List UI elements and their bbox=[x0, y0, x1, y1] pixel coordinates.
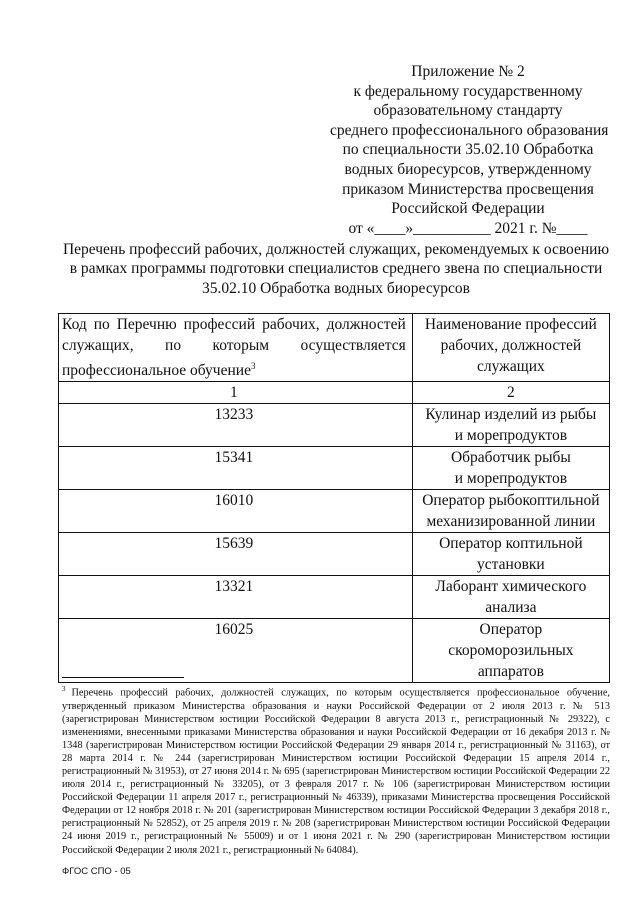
table-row bbox=[59, 533, 610, 576]
header-cell-name bbox=[412, 314, 609, 382]
profession-name-line: Оператор коптильной bbox=[439, 535, 583, 553]
appendix-line: Приложение № 2 bbox=[411, 63, 525, 80]
header-name-line: Наименование профессий bbox=[424, 316, 597, 333]
profession-code: 15341 bbox=[59, 447, 413, 490]
table-row bbox=[59, 576, 610, 619]
profession-name-line: Обработчик рыбы bbox=[450, 449, 571, 467]
professions-table bbox=[58, 313, 610, 683]
profession-name bbox=[412, 447, 609, 490]
profession-name-line: Лаборант химического bbox=[435, 578, 587, 596]
profession-name bbox=[412, 576, 609, 619]
profession-code: 15639 bbox=[59, 533, 413, 576]
profession-code: 13321 bbox=[59, 576, 413, 619]
footnote bbox=[62, 683, 610, 857]
profession-name-line: установки bbox=[477, 556, 545, 574]
profession-code: 16010 bbox=[59, 490, 413, 533]
footnote-divider bbox=[62, 677, 184, 678]
appendix-line: приказом Министерства просвещения bbox=[342, 180, 594, 198]
header-name-line: служащих bbox=[477, 358, 545, 375]
heading-line: Перечень профессий рабочих, должностей служащих, рекомендуемых к освоению bbox=[62, 241, 610, 258]
footnote-ref: 3 bbox=[250, 361, 256, 371]
profession-name bbox=[412, 490, 609, 533]
profession-name-line: механизированной линии bbox=[426, 513, 596, 531]
header-code-text: Код по Перечню профессий рабочих, должностей служащих, по которым осуществляется профессиональное обучение bbox=[62, 316, 406, 380]
table-row bbox=[59, 404, 610, 447]
table-numbering-row bbox=[59, 382, 610, 404]
profession-code: 16025 bbox=[59, 619, 413, 683]
appendix-line: Российской Федерации bbox=[391, 200, 545, 218]
table-row bbox=[59, 619, 610, 683]
footnote-text: Перечень профессий рабочих, должностей служащих, по которым осуществляется профессиональное обучение, утвержденный приказом Министерства образования и науки Российской Федерации от 2 июля 2013 г. № 513 (зарегистрирован Министерством юстиции Российской Федерации 8 августа 2013 г., регистрационный № 29322), с изменениями, внесенными приказами Министерства образования и науки Российской Федерации от 16 декабря 2013 г. № 1348 (зарегистрирован Министерством юстиции Российской Федерации 29 января 2014 г., регистрационный № 31163), от 28 марта 2014 г. № 244 (зарегистрирован Министерством юстиции Российской Федерации 15 апреля 2014 г., регистрационный № 31953), от 27 июня 2014 г. № 695 (зарегистрирован Министерством юстиции Российской Федерации 22 июля 2014 г., регистрационный № 33205), от 3 февраля 2017 г. № 106 (зарегистрирован Министерством юстиции Российской Федерации 11 апреля 2017 г., регистрационный № 46339), приказами Министерства просвещения Российской Федерации от 12 ноября 2018 г. № 201 (зарегистрирован Министерством юстиции Российской Федерации 3 декабря 2018 г., регистрационный № 52852), от 25 апреля 2019 г. № 208 (зарегистрирован Министерством юстиции Российской Федерации 24 июня 2019 г., регистрационный № 55009) и от 1 июня 2021 г. № 290 (зарегистрирован Министерством юстиции Российской Федерации 2 июля 2021 г., регистрационный № 64084). bbox=[62, 687, 610, 856]
profession-name-line: Оператор скороморозильных bbox=[448, 621, 574, 660]
table-header-row bbox=[59, 314, 610, 382]
column-number: 1 bbox=[59, 382, 413, 404]
table-row bbox=[59, 447, 610, 490]
appendix-line: водных биоресурсов, утвержденному bbox=[344, 160, 592, 178]
profession-name-line: Кулинар изделий из рыбы bbox=[425, 406, 597, 424]
form-code: ФГОС СПО - 05 bbox=[62, 866, 131, 877]
header-name-line: рабочих, должностей bbox=[440, 337, 582, 354]
footnote-mark: 3 bbox=[62, 685, 66, 693]
header-cell-code bbox=[59, 314, 413, 382]
appendix-line: к федеральному государственному bbox=[353, 82, 583, 100]
column-number: 2 bbox=[412, 382, 609, 404]
appendix-block bbox=[330, 62, 609, 238]
profession-name-line: и морепродуктов bbox=[454, 470, 568, 488]
table-row bbox=[59, 490, 610, 533]
profession-name bbox=[412, 533, 609, 576]
heading-line: в рамках программы подготовки специалистов среднего звена по специальности bbox=[69, 260, 603, 278]
profession-name-line: и морепродуктов bbox=[454, 427, 568, 445]
profession-name bbox=[412, 619, 609, 683]
appendix-line: по специальности 35.02.10 Обработка bbox=[342, 141, 594, 159]
profession-code: 13233 bbox=[59, 404, 413, 447]
appendix-line: образовательному стандарту bbox=[373, 102, 563, 120]
appendix-date-line: от «____»__________ 2021 г. №____ bbox=[348, 219, 588, 237]
profession-name-line: анализа bbox=[485, 599, 537, 617]
profession-name-line: аппаратов bbox=[477, 663, 544, 681]
document-heading bbox=[58, 240, 614, 298]
profession-name-line: Оператор рыбокоптильной bbox=[422, 492, 600, 510]
heading-line: 35.02.10 Обработка водных биоресурсов bbox=[202, 279, 470, 297]
profession-name bbox=[412, 404, 609, 447]
appendix-line: среднего профессионального образования bbox=[330, 121, 609, 139]
